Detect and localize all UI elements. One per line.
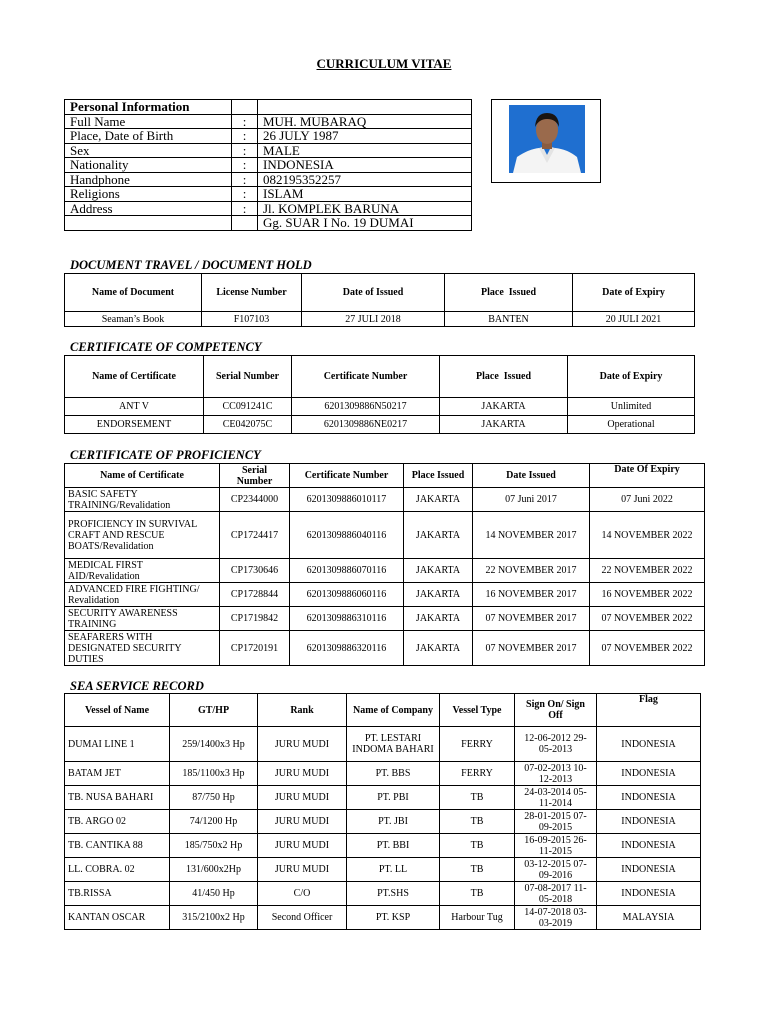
- table-cell: 87/750 Hp: [170, 786, 258, 810]
- table-cell: TB. NUSA BAHARI: [65, 786, 170, 810]
- table-cell: CP1730646: [220, 559, 290, 583]
- table-cell: 6201309886060116: [290, 583, 404, 607]
- competency-header-row: [65, 356, 695, 398]
- personal-sep: :: [232, 114, 258, 129]
- table-cell: JAKARTA: [440, 398, 568, 416]
- personal-value: ISLAM: [258, 187, 472, 202]
- table-cell: 03-12-2015 07-09-2016: [515, 858, 597, 882]
- table-cell: INDONESIA: [597, 727, 701, 762]
- col-gt-hp: GT/HP: [170, 694, 258, 727]
- table-cell: CP1719842: [220, 607, 290, 631]
- table-cell: ENDORSEMENT: [65, 416, 204, 434]
- table-cell: CP1728844: [220, 583, 290, 607]
- table-cell: BASIC SAFETY TRAINING/Revalidation: [65, 488, 220, 512]
- table-cell: MEDICAL FIRST AID/Revalidation: [65, 559, 220, 583]
- col-certificate-number: Certificate Number: [292, 356, 440, 398]
- col-vessel-type: Vessel Type: [440, 694, 515, 727]
- table-cell: SEAFARERS WITH DESIGNATED SECURITY DUTIES: [65, 631, 220, 666]
- table-cell: 14-07-2018 03-03-2019: [515, 906, 597, 930]
- col-rank: Rank: [258, 694, 347, 727]
- personal-row: [65, 201, 472, 216]
- table-cell: 07 NOVEMBER 2022: [590, 607, 705, 631]
- table-row: [65, 398, 695, 416]
- table-cell: CE042075C: [204, 416, 292, 434]
- table-cell: 07 Juni 2017: [473, 488, 590, 512]
- table-cell: 07 NOVEMBER 2017: [473, 631, 590, 666]
- table-cell: ANT V: [65, 398, 204, 416]
- page-title: CURRICULUM VITAE: [316, 56, 452, 71]
- table-cell: 6201309886040116: [290, 512, 404, 559]
- table-cell: PT. BBS: [347, 762, 440, 786]
- table-cell: JURU MUDI: [258, 727, 347, 762]
- table-cell: BATAM JET: [65, 762, 170, 786]
- personal-sep: [232, 216, 258, 231]
- table-cell: ADVANCED FIRE FIGHTING/ Revalidation: [65, 583, 220, 607]
- col-license-number: License Number: [202, 274, 302, 312]
- document-travel-table: [64, 273, 695, 327]
- table-cell: 22 NOVEMBER 2017: [473, 559, 590, 583]
- proficiency-header-row: [65, 464, 705, 488]
- table-cell: 6201309886N50217: [292, 398, 440, 416]
- table-cell: 16 NOVEMBER 2017: [473, 583, 590, 607]
- col-name-of-certificate: Name of Certificate: [65, 356, 204, 398]
- table-row: [65, 834, 701, 858]
- proficiency-heading: CERTIFICATE OF PROFICIENCY: [70, 448, 261, 462]
- table-cell: JURU MUDI: [258, 762, 347, 786]
- table-cell: JURU MUDI: [258, 834, 347, 858]
- table-cell: 14 NOVEMBER 2022: [590, 512, 705, 559]
- personal-label: Full Name: [65, 114, 232, 129]
- table-cell: PT. KSP: [347, 906, 440, 930]
- table-row: [65, 762, 701, 786]
- table-cell: Second Officer: [258, 906, 347, 930]
- table-cell: CP2344000: [220, 488, 290, 512]
- table-cell: PT. PBI: [347, 786, 440, 810]
- table-cell: 6201309886320116: [290, 631, 404, 666]
- table-cell: TB: [440, 810, 515, 834]
- table-cell: JAKARTA: [440, 416, 568, 434]
- table-cell: 259/1400x3 Hp: [170, 727, 258, 762]
- col-certificate-number: Certificate Number: [290, 464, 404, 488]
- personal-value: INDONESIA: [258, 158, 472, 173]
- table-cell: 6201309886NE0217: [292, 416, 440, 434]
- col-date-of-issued: Date of Issued: [302, 274, 445, 312]
- personal-sep: :: [232, 143, 258, 158]
- table-cell: JURU MUDI: [258, 786, 347, 810]
- personal-sep: :: [232, 201, 258, 216]
- personal-sep: :: [232, 158, 258, 173]
- personal-value: 26 JULY 1987: [258, 129, 472, 144]
- col-serial-number: Serial Number: [220, 464, 290, 488]
- sea-service-header-row: [65, 694, 701, 727]
- table-cell: Harbour Tug: [440, 906, 515, 930]
- col-date-of-expiry: Date of Expiry: [573, 274, 695, 312]
- table-row: [65, 416, 695, 434]
- table-cell: 22 NOVEMBER 2022: [590, 559, 705, 583]
- table-cell: CP1724417: [220, 512, 290, 559]
- table-cell: JAKARTA: [404, 631, 473, 666]
- personal-label: Religions: [65, 187, 232, 202]
- col-date-of-expiry: Date Of Expiry: [590, 464, 705, 488]
- table-cell: FERRY: [440, 762, 515, 786]
- table-cell: 185/1100x3 Hp: [170, 762, 258, 786]
- personal-label: Handphone: [65, 172, 232, 187]
- table-cell: 28-01-2015 07-09-2015: [515, 810, 597, 834]
- table-cell: TB: [440, 882, 515, 906]
- col-sign-on-sign-off: Sign On/ Sign Off: [515, 694, 597, 727]
- table-row: [65, 312, 695, 327]
- col-date-of-expiry: Date of Expiry: [568, 356, 695, 398]
- personal-label: Nationality: [65, 158, 232, 173]
- table-cell: CP1720191: [220, 631, 290, 666]
- sea-service-table: [64, 693, 701, 930]
- table-cell: Operational: [568, 416, 695, 434]
- table-cell: PROFICIENCY IN SURVIVAL CRAFT AND RESCUE BOATS/Revalidation: [65, 512, 220, 559]
- table-cell: 07-08-2017 11-05-2018: [515, 882, 597, 906]
- table-row: [65, 488, 705, 512]
- personal-row: [65, 114, 472, 129]
- col-serial-number: Serial Number: [204, 356, 292, 398]
- table-cell: TB: [440, 834, 515, 858]
- table-cell: TB. CANTIKA 88: [65, 834, 170, 858]
- table-cell: 315/2100x2 Hp: [170, 906, 258, 930]
- table-row: [65, 631, 705, 666]
- table-cell: TB: [440, 858, 515, 882]
- table-cell: Seaman’s Book: [65, 312, 202, 327]
- table-row: [65, 727, 701, 762]
- table-cell: 131/600x2Hp: [170, 858, 258, 882]
- personal-label: Place, Date of Birth: [65, 129, 232, 144]
- table-row: [65, 858, 701, 882]
- table-cell: SECURITY AWARENESS TRAINING: [65, 607, 220, 631]
- table-cell: TB.RISSA: [65, 882, 170, 906]
- personal-value: MALE: [258, 143, 472, 158]
- table-cell: JAKARTA: [404, 488, 473, 512]
- table-cell: 6201309886010117: [290, 488, 404, 512]
- table-cell: 27 JULI 2018: [302, 312, 445, 327]
- document-travel-heading: DOCUMENT TRAVEL / DOCUMENT HOLD: [70, 258, 312, 272]
- table-cell: PT. BBI: [347, 834, 440, 858]
- personal-value: 082195352257: [258, 172, 472, 187]
- personal-sep: :: [232, 187, 258, 202]
- personal-sep: :: [232, 172, 258, 187]
- table-cell: 24-03-2014 05-11-2014: [515, 786, 597, 810]
- table-cell: INDONESIA: [597, 858, 701, 882]
- personal-row: [65, 158, 472, 173]
- table-row: [65, 559, 705, 583]
- table-row: [65, 583, 705, 607]
- table-cell: C/O: [258, 882, 347, 906]
- col-vessel-of-name: Vessel of Name: [65, 694, 170, 727]
- table-cell: 07-02-2013 10-12-2013: [515, 762, 597, 786]
- table-cell: JAKARTA: [404, 559, 473, 583]
- table-cell: INDONESIA: [597, 810, 701, 834]
- table-cell: INDONESIA: [597, 762, 701, 786]
- table-cell: FERRY: [440, 727, 515, 762]
- personal-label: [65, 216, 232, 231]
- personal-row: [65, 216, 472, 231]
- personal-value: MUH. MUBARAQ: [258, 114, 472, 129]
- table-row: [65, 906, 701, 930]
- table-cell: PT. LL: [347, 858, 440, 882]
- table-row: [65, 810, 701, 834]
- table-cell: 74/1200 Hp: [170, 810, 258, 834]
- personal-label: Address: [65, 201, 232, 216]
- col-flag: Flag: [597, 694, 701, 727]
- col-date-issued: Date Issued: [473, 464, 590, 488]
- table-cell: 6201309886070116: [290, 559, 404, 583]
- table-cell: DUMAI LINE 1: [65, 727, 170, 762]
- sea-service-heading: SEA SERVICE RECORD: [70, 679, 204, 693]
- table-cell: F107103: [202, 312, 302, 327]
- col-place-issued: Place Issued: [445, 274, 573, 312]
- col-place-issued: Place Issued: [440, 356, 568, 398]
- table-cell: PT. JBI: [347, 810, 440, 834]
- table-cell: 07 Juni 2022: [590, 488, 705, 512]
- table-cell: 6201309886310116: [290, 607, 404, 631]
- profile-photo: [509, 105, 585, 173]
- table-cell: LL. COBRA. 02: [65, 858, 170, 882]
- table-cell: 14 NOVEMBER 2017: [473, 512, 590, 559]
- table-row: [65, 786, 701, 810]
- personal-row: [65, 172, 472, 187]
- document-travel-header-row: [65, 274, 695, 312]
- table-cell: 16-09-2015 26-11-2015: [515, 834, 597, 858]
- personal-value: Jl. KOMPLEK BARUNA: [258, 201, 472, 216]
- table-cell: INDONESIA: [597, 834, 701, 858]
- table-cell: 12-06-2012 29-05-2013: [515, 727, 597, 762]
- personal-row: [65, 143, 472, 158]
- table-cell: BANTEN: [445, 312, 573, 327]
- personal-row: [65, 129, 472, 144]
- personal-info-table: [64, 99, 472, 231]
- col-name-of-company: Name of Company: [347, 694, 440, 727]
- table-cell: INDONESIA: [597, 786, 701, 810]
- table-cell: 16 NOVEMBER 2022: [590, 583, 705, 607]
- competency-heading: CERTIFICATE OF COMPETENCY: [70, 340, 262, 354]
- table-cell: JURU MUDI: [258, 810, 347, 834]
- personal-label: Sex: [65, 143, 232, 158]
- table-cell: TB: [440, 786, 515, 810]
- table-row: [65, 512, 705, 559]
- proficiency-table: [64, 463, 705, 666]
- table-cell: Unlimited: [568, 398, 695, 416]
- table-cell: PT.SHS: [347, 882, 440, 906]
- table-cell: JAKARTA: [404, 583, 473, 607]
- personal-heading: Personal Information: [65, 100, 232, 115]
- table-cell: PT. LESTARI INDOMA BAHARI: [347, 727, 440, 762]
- personal-sep: :: [232, 129, 258, 144]
- personal-value: Gg. SUAR I No. 19 DUMAI: [258, 216, 472, 231]
- table-cell: KANTAN OSCAR: [65, 906, 170, 930]
- personal-header-row: [65, 100, 472, 115]
- table-cell: INDONESIA: [597, 882, 701, 906]
- table-cell: 185/750x2 Hp: [170, 834, 258, 858]
- col-place-issued: Place Issued: [404, 464, 473, 488]
- table-cell: CC091241C: [204, 398, 292, 416]
- table-row: [65, 882, 701, 906]
- table-cell: JAKARTA: [404, 512, 473, 559]
- competency-table: [64, 355, 695, 434]
- table-row: [65, 607, 705, 631]
- table-cell: 07 NOVEMBER 2017: [473, 607, 590, 631]
- table-cell: JURU MUDI: [258, 858, 347, 882]
- personal-row: [65, 187, 472, 202]
- table-cell: 41/450 Hp: [170, 882, 258, 906]
- col-name-of-document: Name of Document: [65, 274, 202, 312]
- col-name-of-certificate: Name of Certificate: [65, 464, 220, 488]
- table-cell: 20 JULI 2021: [573, 312, 695, 327]
- table-cell: JAKARTA: [404, 607, 473, 631]
- table-cell: MALAYSIA: [597, 906, 701, 930]
- table-cell: TB. ARGO 02: [65, 810, 170, 834]
- table-cell: 07 NOVEMBER 2022: [590, 631, 705, 666]
